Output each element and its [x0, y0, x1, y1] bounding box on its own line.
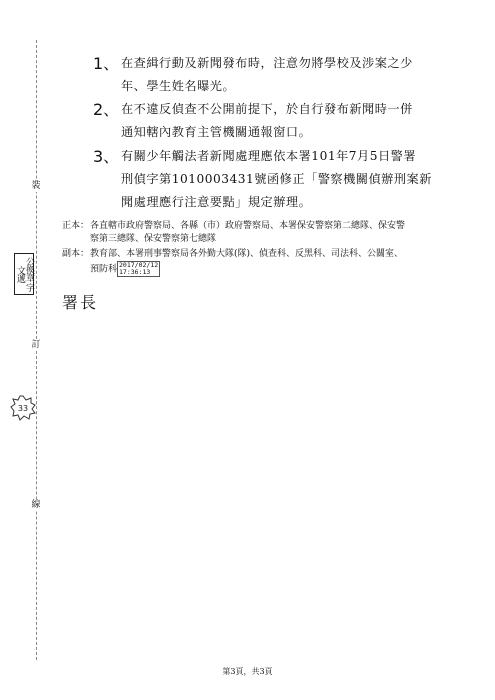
exchange-stamp: 公換章 字文遞	[14, 253, 34, 295]
item-text: 在不違反偵查不公開前提下，於自行發布新聞時一併 通知轄內教育主管機關通報窗口。	[121, 102, 413, 139]
signer-title: 署長	[62, 293, 99, 312]
item-number: 1、	[93, 54, 120, 73]
seal-icon	[10, 395, 36, 421]
copy-recipients-text	[90, 248, 447, 277]
main-recipients	[62, 220, 447, 246]
timestamp-stamp: 2017/02/12 17:36:13	[119, 261, 159, 276]
copy-recipients-list: 教育部、本署刑事警察局各外勤大隊(隊)、偵查科、反黑科、司法科、公關室、 預防科	[90, 249, 404, 275]
list-item-3	[93, 145, 448, 214]
binding-mark-bottom: 線	[29, 500, 43, 511]
page-number: 第3頁，共3頁	[222, 667, 273, 676]
item-number: 2、	[93, 100, 120, 119]
item-text: 有關少年觸法者新聞處理應依本署101年7月5日警署 刑偵字第1010003431號函修正「警察機關偵辦刑案新 聞處理應行注意要點」規定辦理。	[121, 149, 432, 209]
main-recipients-label: 正本：	[62, 221, 90, 231]
main-recipients-text: 各直轄市政府警察局、各縣（市）政府警察局、本署保安警察第二總隊、保安警 察第三總隊、保安警察第七總隊	[90, 221, 406, 244]
copy-recipients	[62, 248, 447, 277]
list-item-1	[93, 52, 448, 98]
item-number: 3、	[93, 147, 120, 166]
seal-number: 33	[17, 404, 29, 413]
binding-mark-middle: 訂	[29, 340, 43, 351]
copy-recipients-label: 副本：	[62, 249, 90, 259]
item-text: 在查緝行動及新聞發布時，注意勿將學校及涉案之少 年、學生姓名曝光。	[121, 56, 413, 93]
binding-mark-top: 裝	[29, 181, 43, 192]
list-item-2	[93, 98, 448, 144]
